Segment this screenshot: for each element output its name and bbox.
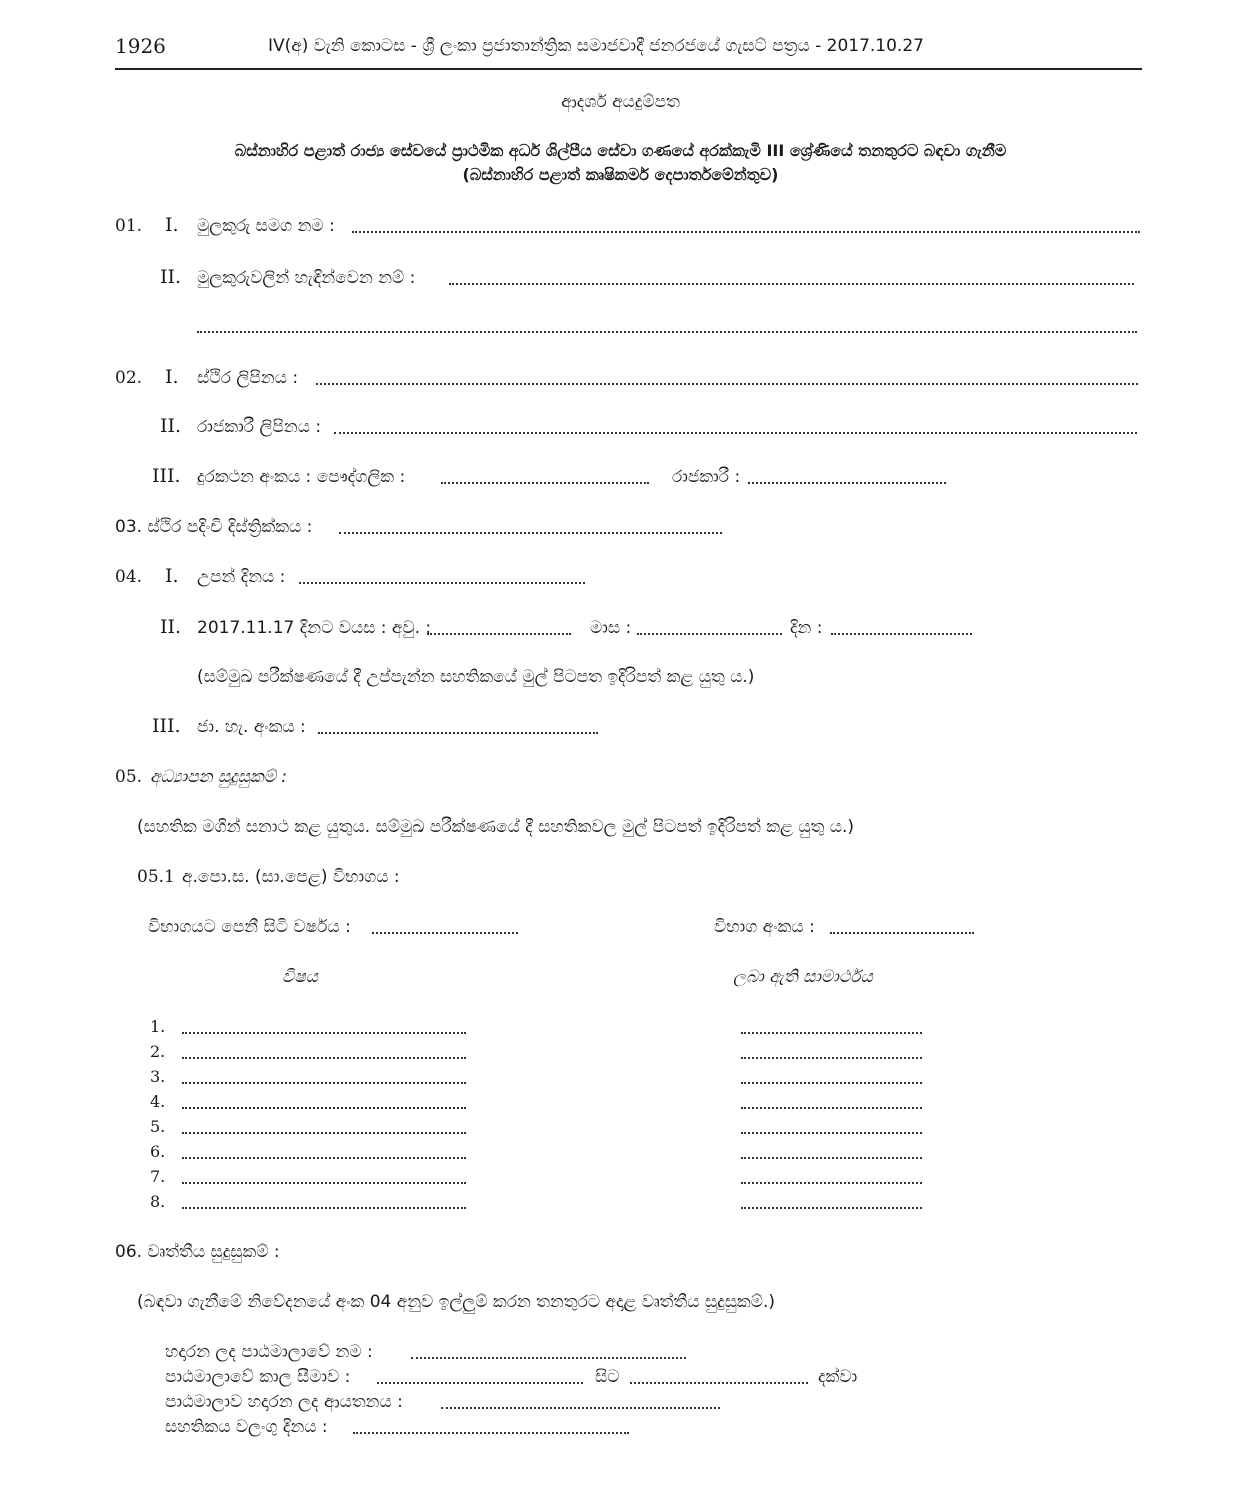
grade-field[interactable] bbox=[741, 1131, 922, 1134]
section-01-ii-label: II. bbox=[160, 266, 182, 288]
professional-qualifications-title: 06. වෘත්තීය සුදුසුකම් : bbox=[115, 1242, 280, 1262]
course-from-label: සිට bbox=[595, 1367, 620, 1387]
section-04-i-label: I. bbox=[165, 565, 179, 587]
form-subtitle-line1: බස්නාහිර පළාත් රාජ්‍ය සේවයේ ප්‍රාථමික අර්ධ ශිල්පීය සේවා ගණයේ අරක්කැමි III ශ්‍රේණියේ තනතුරට බඳවා ගැනීම bbox=[234, 141, 1007, 160]
course-to-field[interactable] bbox=[630, 1381, 808, 1384]
course-from-field[interactable] bbox=[377, 1381, 583, 1384]
nic-number-field[interactable] bbox=[318, 731, 598, 734]
subject-field[interactable] bbox=[182, 1031, 466, 1034]
permanent-district-label: 03. ස්ථිර පදිංචි දිස්ත්‍රික්කය : bbox=[115, 517, 313, 537]
official-address-label: රාජකාරී ලිපිනය : bbox=[197, 417, 322, 437]
subject-field[interactable] bbox=[182, 1106, 466, 1109]
running-title: IV(අ) වැනි කොටස - ශ්‍රී ලංකා ප්‍රජාතාන්ත්‍රික සමාජවාදී ජනරජයේ ගැසට් පත්‍රය - 2017.10.27 bbox=[268, 36, 924, 56]
gce-ol-exam-title: අ.පො.ස. (සා.පෙළ) විභාගය : bbox=[182, 867, 400, 887]
course-name-label: හදාරන ලද පාඨමාලාවේ නම : bbox=[165, 1342, 373, 1362]
result-row-number: 6. bbox=[150, 1142, 166, 1161]
subject-field[interactable] bbox=[182, 1156, 466, 1159]
name-with-initials-label: මුලකුරු සමග නම : bbox=[197, 216, 335, 236]
grade-field[interactable] bbox=[741, 1031, 922, 1034]
section-04-ii-label: II. bbox=[160, 616, 182, 638]
section-02-number: 02. bbox=[115, 368, 143, 388]
age-years-field[interactable] bbox=[427, 632, 571, 635]
permanent-address-field[interactable] bbox=[316, 382, 1138, 385]
result-row-number: 4. bbox=[150, 1092, 166, 1111]
section-01-i-label: I. bbox=[165, 214, 179, 236]
result-row-number: 2. bbox=[150, 1042, 166, 1061]
index-number-label: විභාග අංකය : bbox=[714, 917, 815, 937]
institute-label: පාඨමාලාව හදාරන ලද ආයතනය : bbox=[165, 1392, 403, 1412]
header-rule bbox=[115, 68, 1142, 70]
telephone-official-field[interactable] bbox=[748, 481, 946, 484]
permanent-district-field[interactable] bbox=[339, 531, 722, 534]
grade-field[interactable] bbox=[741, 1106, 922, 1109]
section-02-iii-label: III. bbox=[152, 465, 181, 487]
course-to-label: දක්වා bbox=[818, 1367, 858, 1387]
section-04-iii-label: III. bbox=[152, 715, 181, 737]
grade-field[interactable] bbox=[741, 1156, 922, 1159]
telephone-official-label: රාජකාරී : bbox=[672, 467, 741, 487]
subject-field[interactable] bbox=[182, 1131, 466, 1134]
grade-field[interactable] bbox=[741, 1181, 922, 1184]
section-02-i-label: I. bbox=[165, 366, 179, 388]
grade-field[interactable] bbox=[741, 1206, 922, 1209]
nic-number-label: ජා. හැ. අංකය : bbox=[197, 717, 306, 737]
section-05-number: 05. bbox=[115, 767, 143, 787]
names-denoted-field-continued[interactable] bbox=[197, 330, 1137, 333]
age-months-field[interactable] bbox=[637, 632, 782, 635]
section-04-number: 04. bbox=[115, 567, 143, 587]
educational-qualifications-title: අධ්‍යාපන සුදුසුකම් : bbox=[150, 767, 287, 787]
official-address-field[interactable] bbox=[334, 431, 1137, 434]
age-days-field[interactable] bbox=[831, 632, 972, 635]
certificate-valid-date-label: සහතිකය වලංගු දිනය : bbox=[165, 1417, 328, 1437]
index-number-field[interactable] bbox=[830, 931, 974, 934]
form-subtitle-line2: (බස්නාහිර පළාත් කෘෂිකර්ම දෙපාර්තමේන්තුව) bbox=[462, 165, 779, 184]
subject-field[interactable] bbox=[182, 1081, 466, 1084]
exam-year-field[interactable] bbox=[372, 931, 518, 934]
subject-field[interactable] bbox=[182, 1056, 466, 1059]
result-row-number: 8. bbox=[150, 1192, 166, 1211]
date-of-birth-field[interactable] bbox=[299, 581, 585, 584]
names-denoted-field[interactable] bbox=[449, 282, 1134, 285]
form-title: ආදර්ශ අයදුම්පත bbox=[561, 92, 680, 112]
subject-field[interactable] bbox=[182, 1206, 466, 1209]
section-05-1-number: 05.1 bbox=[137, 867, 175, 887]
age-years-label: 2017.11.17 දිනට වයස : අවු. : bbox=[197, 618, 432, 638]
subject-field[interactable] bbox=[182, 1181, 466, 1184]
section-01-number: 01. bbox=[115, 216, 143, 236]
age-months-label: මාස : bbox=[590, 618, 632, 638]
page-number: 1926 bbox=[115, 34, 166, 58]
permanent-address-label: ස්ථිර ලිපිනය : bbox=[197, 368, 299, 388]
result-row-number: 1. bbox=[150, 1017, 166, 1036]
telephone-personal-label: දුරකථන අංකය : පෞද්ගලික : bbox=[197, 467, 406, 487]
exam-year-label: විභාගයට පෙනී සිටි වර්ෂය : bbox=[148, 917, 351, 937]
institute-field[interactable] bbox=[441, 1406, 720, 1409]
age-days-label: දින : bbox=[790, 618, 823, 638]
educational-qualifications-note: (සහතික මගින් සනාථ කළ යුතුය. සම්මුඛ පරීක්ෂණයේ දී සහතිකවල මුල් පිටපත් ඉදිරිපත් කළ යුතු ය.) bbox=[137, 817, 855, 837]
grade-field[interactable] bbox=[741, 1056, 922, 1059]
professional-qualifications-note: (බඳවා ගැනීමේ නිවේදනයේ අංක 04 අනුව ඉල්ලුම් කරන තනතුරට අදාළ වෘත්තීය සුදුසුකම්.) bbox=[137, 1292, 775, 1312]
telephone-personal-field[interactable] bbox=[441, 481, 649, 484]
subject-column-header: විෂය bbox=[282, 967, 318, 987]
result-row-number: 3. bbox=[150, 1067, 166, 1086]
result-row-number: 5. bbox=[150, 1117, 166, 1136]
grade-column-header: ලබා ඇති සාමාර්ථය bbox=[733, 967, 873, 987]
birth-certificate-note: (සම්මුඛ පරීක්ෂණයේ දී උප්පැන්න සහතිකයේ මුල් පිටපත ඉදිරිපත් කළ යුතු ය.) bbox=[197, 667, 755, 687]
section-02-ii-label: II. bbox=[160, 415, 182, 437]
course-duration-label: පාඨමාලාවේ කාල සීමාව : bbox=[165, 1367, 351, 1387]
course-name-field[interactable] bbox=[411, 1356, 686, 1359]
date-of-birth-label: උපන් දිනය : bbox=[197, 567, 286, 587]
result-row-number: 7. bbox=[150, 1167, 166, 1186]
names-denoted-label: මුලකුරුවලින් හැඳින්වෙන නම් : bbox=[197, 268, 416, 288]
name-with-initials-field[interactable] bbox=[352, 230, 1140, 233]
grade-field[interactable] bbox=[741, 1081, 922, 1084]
certificate-valid-date-field[interactable] bbox=[353, 1431, 629, 1434]
